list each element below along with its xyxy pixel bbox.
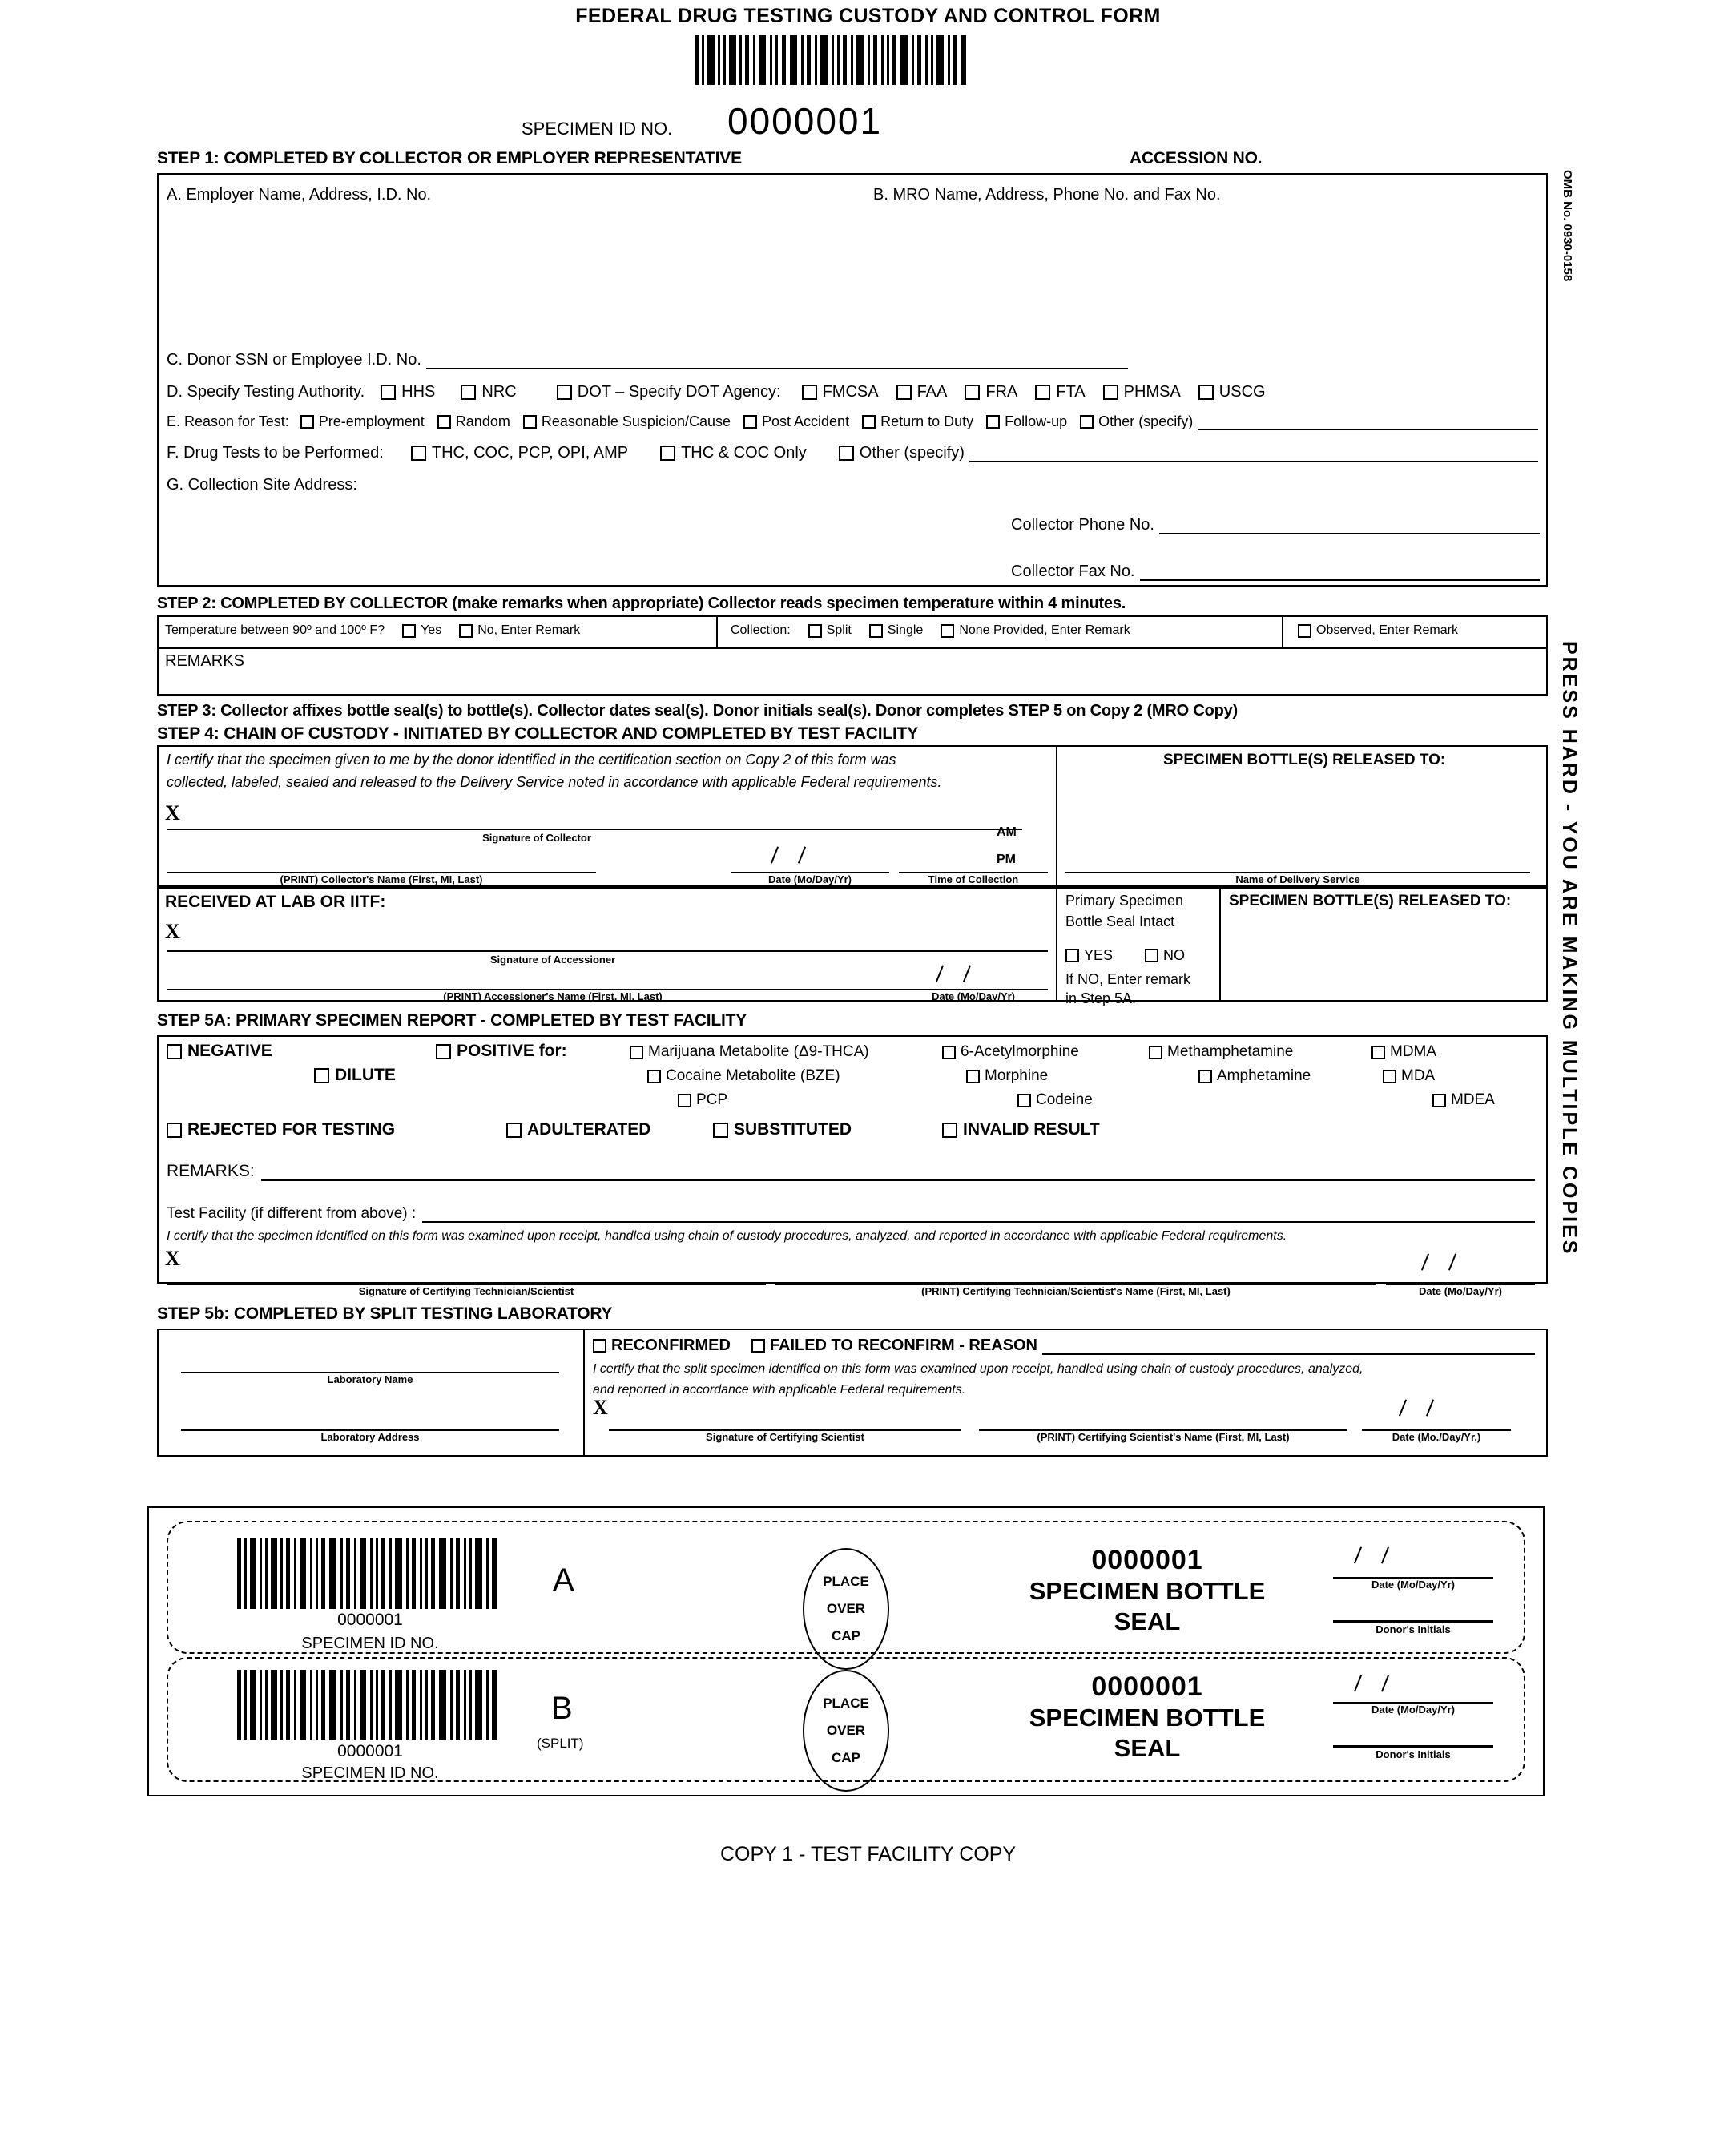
am-label: AM — [997, 825, 1017, 839]
received-vdiv-2 — [1219, 889, 1221, 1002]
delivery-service-input[interactable] — [1067, 848, 1529, 870]
label-single: Single — [887, 623, 924, 637]
checkbox-methamphetamine[interactable] — [1149, 1046, 1162, 1059]
date-slashes-2 — [926, 965, 981, 983]
label-positive-for: POSITIVE for: — [457, 1042, 567, 1060]
checkbox-dot[interactable] — [557, 385, 572, 400]
label-nrc: NRC — [481, 383, 517, 401]
label-post-accident: Post Accident — [762, 413, 850, 429]
label-fta: FTA — [1056, 383, 1086, 401]
copy-footer: COPY 1 - TEST FACILITY COPY — [719, 1843, 1017, 1865]
checkbox-pre-employment[interactable] — [300, 415, 314, 429]
seal-a-barcode-number: 0000001 — [337, 1611, 403, 1629]
label-observed: Observed, Enter Remark — [1316, 623, 1458, 637]
bottles-released-to-label-1: SPECIMEN BOTTLE(S) RELEASED TO: — [1163, 752, 1446, 768]
step5a-remarks-label: REMARKS: — [167, 1162, 255, 1180]
checkbox-reasonable-suspicion[interactable] — [523, 415, 537, 429]
checkbox-temp-no[interactable] — [459, 624, 473, 638]
date-slashes-1 — [761, 846, 816, 865]
donor-ssn-input[interactable] — [426, 352, 1128, 369]
label-codeine: Codeine — [1036, 1091, 1093, 1108]
checkbox-reason-other[interactable] — [1080, 415, 1094, 429]
checkbox-single[interactable] — [869, 624, 883, 638]
accessioner-print-caption: (PRINT) Accessioner's Name (First, MI, Last) — [443, 990, 663, 1002]
checkbox-fmcsa[interactable] — [802, 385, 817, 400]
lab-name-input[interactable] — [183, 1343, 556, 1370]
step5b-title: STEP 5b: COMPLETED BY SPLIT TESTING LABORATORY — [157, 1304, 613, 1323]
accessioner-signature-input[interactable] — [184, 921, 1041, 947]
lab-name-caption: Laboratory Name — [327, 1373, 413, 1385]
collector-fax-label: Collector Fax No. — [1011, 562, 1135, 580]
accessioner-signature-x: X — [165, 920, 180, 943]
seal-a-specimen-id-caption: SPECIMEN ID NO. — [301, 1635, 439, 1652]
collection-site-label: G. Collection Site Address: — [167, 476, 357, 494]
label-bze: Cocaine Metabolite (BZE) — [666, 1067, 840, 1084]
checkbox-rejected[interactable] — [167, 1123, 182, 1138]
checkbox-panel-5[interactable] — [411, 446, 426, 461]
label-return-to-duty: Return to Duty — [880, 413, 974, 429]
checkbox-return-to-duty[interactable] — [862, 415, 876, 429]
collector-signature-input[interactable] — [184, 803, 1017, 827]
received-top-rule — [157, 886, 1548, 889]
mro-input[interactable] — [873, 210, 1530, 346]
seal-a-letter: A — [553, 1562, 574, 1598]
label-uscg: USCG — [1218, 383, 1266, 401]
checkbox-random[interactable] — [437, 415, 451, 429]
testing-authority-label: D. Specify Testing Authority. — [167, 383, 365, 401]
checkbox-phmsa[interactable] — [1103, 385, 1118, 400]
collection-site-input[interactable] — [167, 498, 808, 579]
checkbox-temp-yes[interactable] — [402, 624, 416, 638]
seal-b-place-over-cap — [803, 1670, 889, 1792]
label-substituted: SUBSTITUTED — [734, 1120, 852, 1139]
checkbox-none-provided[interactable] — [941, 624, 954, 638]
collector-phone-input[interactable] — [1159, 517, 1540, 534]
lab-certification-text: I certify that the specimen identified on this form was examined upon receipt, handled using chain of custody procedures, analyzed, and reported in accordance with applicable Federal requirements. — [167, 1229, 1287, 1243]
checkbox-invalid[interactable] — [942, 1123, 957, 1138]
collection-time-input[interactable] — [900, 848, 1046, 870]
scientist-print-caption: (PRINT) Certifying Scientist's Name (First, MI, Last) — [1037, 1431, 1290, 1443]
pm-label: PM — [997, 853, 1016, 866]
checkbox-substituted[interactable] — [713, 1123, 728, 1138]
date-slashes-3 — [1412, 1253, 1466, 1272]
collector-print-caption: (PRINT) Collector's Name (First, MI, Last) — [280, 873, 483, 885]
specimen-barcode-top — [694, 35, 968, 85]
collector-signature-rule — [167, 829, 1022, 830]
collector-signature-x: X — [165, 801, 180, 825]
label-drug-other: Other (specify) — [859, 444, 965, 462]
seal-b-over-text: OVER — [826, 1723, 866, 1738]
label-temp-yes: Yes — [421, 623, 442, 637]
label-split: Split — [826, 623, 852, 637]
reason-other-input[interactable] — [1198, 414, 1538, 430]
technician-signature-caption: Signature of Certifying Technician/Scientist — [358, 1285, 574, 1297]
seal-b-cap-text: CAP — [832, 1750, 860, 1765]
seal-intact-label-line2: Bottle Seal Intact — [1065, 913, 1175, 929]
label-dot: DOT – Specify DOT Agency: — [577, 383, 781, 401]
seal-intact-label-line1: Primary Specimen — [1065, 893, 1184, 909]
label-rejected: REJECTED FOR TESTING — [187, 1120, 396, 1139]
step4-vdiv — [1056, 745, 1057, 886]
specimen-id-value: 0000001 — [727, 100, 883, 142]
checkbox-drug-other[interactable] — [839, 446, 854, 461]
accessioner-signature-rule — [167, 950, 1048, 952]
collector-fax-input[interactable] — [1140, 563, 1541, 581]
seal-a-date-slashes — [1344, 1546, 1399, 1565]
collection-type-label: Collection: — [731, 623, 791, 637]
checkbox-reconfirmed[interactable] — [593, 1339, 606, 1353]
step2-remarks-label: REMARKS — [165, 652, 244, 670]
employer-input[interactable] — [167, 210, 856, 346]
label-thca: Marijuana Metabolite (Δ9-THCA) — [648, 1043, 869, 1060]
label-panel-5: THC, COC, PCP, OPI, AMP — [431, 444, 629, 462]
checkbox-mdma[interactable] — [1371, 1046, 1385, 1059]
checkbox-thc-coc-only[interactable] — [660, 446, 675, 461]
checkbox-codeine[interactable] — [1017, 1094, 1031, 1107]
checkbox-observed[interactable] — [1298, 624, 1311, 638]
seal-note-line1: If NO, Enter remark — [1065, 971, 1191, 987]
technician-date-caption: Date (Mo/Day/Yr) — [1418, 1285, 1503, 1297]
seal-b-date-slashes — [1344, 1675, 1399, 1693]
split-certification-line1: I certify that the split specimen identified on this form was examined upon receipt, handled using chain of custody procedures, analyzed, — [593, 1362, 1363, 1376]
seal-b-specimen-id-caption: SPECIMEN ID NO. — [301, 1764, 439, 1782]
seal-b-barcode — [237, 1670, 503, 1740]
seal-a-initials-caption: Donor's Initials — [1376, 1623, 1451, 1635]
checkbox-faa[interactable] — [896, 385, 912, 400]
checkbox-post-accident[interactable] — [743, 415, 757, 429]
step1-title: STEP 1: COMPLETED BY COLLECTOR OR EMPLOYER REPRESENTATIVE — [157, 149, 742, 167]
checkbox-nrc[interactable] — [461, 385, 476, 400]
checkbox-morphine[interactable] — [966, 1070, 980, 1083]
seal-a-number: 0000001 — [1091, 1545, 1203, 1575]
checkbox-fra[interactable] — [965, 385, 980, 400]
step2-vdiv-2 — [1282, 615, 1283, 647]
seal-b-title-line1: SPECIMEN BOTTLE — [1029, 1704, 1266, 1732]
scientist-date-caption: Date (Mo./Day/Yr.) — [1392, 1431, 1481, 1443]
failed-reason-input[interactable] — [1042, 1337, 1535, 1355]
collection-date-caption: Date (Mo/Day/Yr) — [767, 873, 852, 885]
collection-time-caption: Time of Collection — [928, 873, 1019, 885]
checkbox-fta[interactable] — [1035, 385, 1050, 400]
label-reasonable-suspicion: Reasonable Suspicion/Cause — [541, 413, 731, 429]
seal-a-title-line1: SPECIMEN BOTTLE — [1029, 1577, 1266, 1605]
mro-field-label: B. MRO Name, Address, Phone No. and Fax No. — [873, 186, 1221, 204]
form-title: FEDERAL DRUG TESTING CUSTODY AND CONTROL FORM — [575, 5, 1161, 27]
checkbox-negative[interactable] — [167, 1044, 182, 1059]
technician-signature-x: X — [165, 1247, 180, 1270]
label-thc-coc-only: THC & COC Only — [681, 444, 807, 462]
seal-b-split-label: (SPLIT) — [537, 1736, 584, 1751]
checkbox-split[interactable] — [808, 624, 822, 638]
received-at-lab-label: RECEIVED AT LAB OR IITF: — [165, 893, 386, 911]
step5a-title: STEP 5A: PRIMARY SPECIMEN REPORT - COMPLETED BY TEST FACILITY — [157, 1011, 747, 1030]
delivery-service-caption: Name of Delivery Service — [1235, 873, 1360, 885]
seal-b-initials-input[interactable] — [1335, 1723, 1492, 1744]
checkbox-failed-reconfirm[interactable] — [751, 1339, 765, 1353]
collector-certification-line2: collected, labeled, sealed and released to the Delivery Service noted in accordance with applicable Federal requirements. — [167, 774, 942, 790]
checkbox-6am[interactable] — [942, 1046, 956, 1059]
split-certification-line2: and reported in accordance with applicable Federal requirements. — [593, 1383, 966, 1397]
label-adulterated: ADULTERATED — [527, 1120, 651, 1139]
seal-b-title-line2: SEAL — [1114, 1734, 1181, 1762]
seal-b-place-text: PLACE — [823, 1695, 869, 1711]
label-random: Random — [455, 413, 510, 429]
seal-a-cap-text: CAP — [832, 1628, 860, 1643]
seal-b-barcode-number: 0000001 — [337, 1742, 403, 1760]
seal-a-over-text: OVER — [826, 1601, 866, 1616]
seal-a-date-caption: Date (Mo/Day/Yr) — [1371, 1579, 1456, 1591]
label-follow-up: Follow-up — [1005, 413, 1068, 429]
test-facility-input[interactable] — [422, 1205, 1535, 1223]
label-invalid: INVALID RESULT — [963, 1120, 1100, 1139]
seal-a-place-text: PLACE — [823, 1574, 869, 1589]
checkbox-follow-up[interactable] — [986, 415, 1000, 429]
label-faa: FAA — [916, 383, 948, 401]
step5a-remarks-input[interactable] — [261, 1162, 1535, 1181]
checkbox-adulterated[interactable] — [506, 1123, 522, 1138]
step2-remarks-input[interactable] — [165, 673, 1527, 692]
label-failed-reconfirm: FAILED TO RECONFIRM - REASON — [769, 1337, 1037, 1354]
date-slashes-4 — [1389, 1399, 1444, 1417]
press-hard-notice: PRESS HARD - YOU ARE MAKING MULTIPLE COPIES — [1558, 641, 1581, 1256]
reason-for-test-label: E. Reason for Test: — [167, 413, 289, 429]
checkbox-hhs[interactable] — [381, 385, 396, 400]
collector-signature-caption: Signature of Collector — [482, 832, 591, 844]
omb-number: OMB No. 0930-0158 — [1561, 170, 1574, 282]
label-pre-employment: Pre-employment — [318, 413, 425, 429]
step4-title: STEP 4: CHAIN OF CUSTODY - INITIATED BY COLLECTOR AND COMPLETED BY TEST FACILITY — [157, 724, 919, 743]
label-mdma: MDMA — [1390, 1043, 1437, 1060]
seal-b-initials-caption: Donor's Initials — [1376, 1748, 1451, 1760]
label-dilute: DILUTE — [335, 1066, 396, 1084]
drug-other-input[interactable] — [969, 445, 1538, 462]
accessioner-signature-caption: Signature of Accessioner — [489, 954, 616, 966]
label-reason-other: Other (specify) — [1098, 413, 1194, 429]
collector-phone-label: Collector Phone No. — [1011, 516, 1154, 534]
accessioner-date-caption: Date (Mo/Day/Yr) — [931, 990, 1016, 1002]
label-pcp: PCP — [696, 1091, 728, 1108]
label-temp-no: No, Enter Remark — [477, 623, 581, 637]
checkbox-seal-yes[interactable] — [1065, 949, 1079, 962]
seal-b-date-caption: Date (Mo/Day/Yr) — [1371, 1704, 1456, 1716]
label-fra: FRA — [985, 383, 1018, 401]
bottles-released-to-input-2[interactable] — [1229, 917, 1533, 997]
label-methamphetamine: Methamphetamine — [1167, 1043, 1294, 1060]
checkbox-mda[interactable] — [1383, 1070, 1396, 1083]
checkbox-amphetamine[interactable] — [1198, 1070, 1212, 1083]
step5b-vdiv — [583, 1329, 585, 1457]
employer-field-label: A. Employer Name, Address, I.D. No. — [167, 186, 432, 204]
specimen-id-label: SPECIMEN ID NO. — [522, 119, 673, 139]
test-facility-label: Test Facility (if different from above) : — [167, 1205, 417, 1222]
label-mdea: MDEA — [1451, 1091, 1495, 1108]
checkbox-thca[interactable] — [630, 1046, 643, 1059]
label-mda: MDA — [1401, 1067, 1436, 1084]
step2-vdiv-1 — [716, 615, 718, 647]
label-reconfirmed: RECONFIRMED — [611, 1337, 731, 1354]
donor-ssn-label: C. Donor SSN or Employee I.D. No. — [167, 351, 421, 369]
checkbox-positive[interactable] — [436, 1044, 451, 1059]
temperature-label: Temperature between 90º and 100º F? — [165, 623, 385, 637]
seal-a-title-line2: SEAL — [1114, 1607, 1181, 1635]
checkbox-uscg[interactable] — [1198, 385, 1214, 400]
checkbox-dilute[interactable] — [314, 1068, 329, 1083]
lab-address-caption: Laboratory Address — [320, 1431, 420, 1443]
bottles-released-to-label-2: SPECIMEN BOTTLE(S) RELEASED TO: — [1229, 893, 1512, 909]
seal-a-place-over-cap — [803, 1548, 889, 1670]
seal-b-letter: B — [551, 1691, 573, 1726]
checkbox-mdea[interactable] — [1432, 1094, 1446, 1107]
step2-title: STEP 2: COMPLETED BY COLLECTOR (make remarks when appropriate) Collector reads specimen temperature within 4 minutes. — [157, 595, 1126, 612]
collector-print-input[interactable] — [168, 848, 593, 870]
collector-certification-line1: I certify that the specimen given to me by the donor identified in the certification section on Copy 2 of this form was — [167, 752, 896, 768]
lab-address-input[interactable] — [183, 1394, 556, 1428]
label-6am: 6-Acetylmorphine — [961, 1043, 1079, 1060]
scientist-signature-x: X — [593, 1396, 608, 1419]
step2-divider — [157, 647, 1548, 649]
seal-a-barcode — [237, 1538, 503, 1609]
checkbox-seal-no[interactable] — [1145, 949, 1158, 962]
accession-no-label: ACCESSION NO. — [1130, 149, 1263, 167]
label-morphine: Morphine — [985, 1067, 1049, 1084]
accessioner-print-input[interactable] — [168, 966, 937, 987]
scientist-print-input[interactable] — [981, 1401, 1344, 1428]
scientist-signature-caption: Signature of Certifying Scientist — [706, 1431, 864, 1443]
seal-a-initials-input[interactable] — [1335, 1598, 1492, 1619]
checkbox-bze[interactable] — [647, 1070, 661, 1083]
technician-print-caption: (PRINT) Certifying Technician/Scientist's Name (First, MI, Last) — [921, 1285, 1231, 1297]
label-hhs: HHS — [401, 383, 436, 401]
technician-print-input[interactable] — [777, 1250, 1373, 1280]
label-fmcsa: FMCSA — [822, 383, 879, 401]
technician-signature-input[interactable] — [186, 1250, 763, 1280]
label-phmsa: PHMSA — [1123, 383, 1181, 401]
label-negative: NEGATIVE — [187, 1042, 272, 1060]
label-amphetamine: Amphetamine — [1217, 1067, 1311, 1084]
label-seal-yes: YES — [1084, 947, 1114, 963]
drug-tests-label: F. Drug Tests to be Performed: — [167, 444, 384, 462]
label-seal-no: NO — [1163, 947, 1186, 963]
step3-title: STEP 3: Collector affixes bottle seal(s) to bottle(s). Collector dates seal(s). Donor initials seal(s). Donor completes STEP 5 on Copy 2 (MRO Copy) — [157, 702, 1239, 720]
scientist-signature-input[interactable] — [610, 1401, 958, 1428]
label-none-provided: None Provided, Enter Remark — [959, 623, 1130, 637]
seal-b-number: 0000001 — [1091, 1671, 1203, 1702]
checkbox-pcp[interactable] — [678, 1094, 691, 1107]
received-vdiv-1 — [1056, 889, 1057, 1002]
seal-note-line2: in Step 5A. — [1065, 990, 1137, 1006]
